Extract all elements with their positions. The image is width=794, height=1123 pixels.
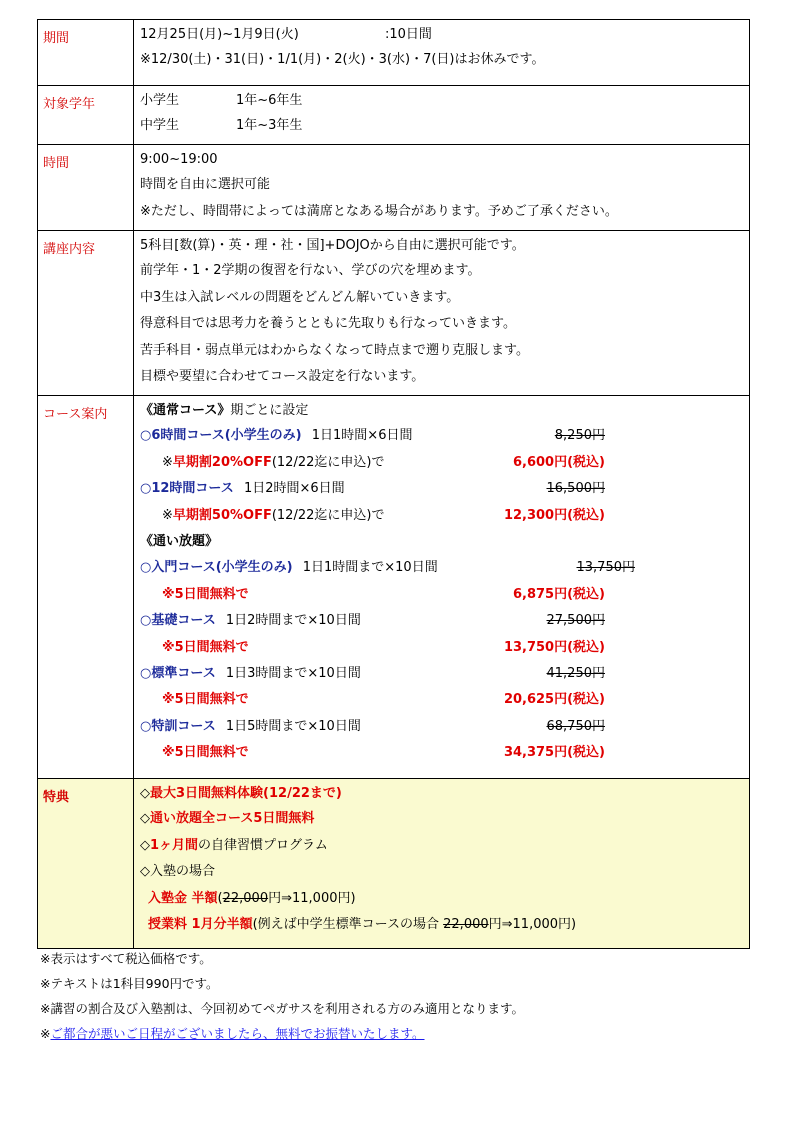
- course-12h-old-price: 16,500円: [546, 481, 605, 497]
- regular-sub: 期ごとに設定: [230, 403, 309, 419]
- course-12h-name: ○12時間コース: [140, 481, 234, 497]
- course-12h-price: 12,300円(税込): [503, 507, 605, 523]
- content-line: 中3生は入試レベルの問題をどんどん解いていきます。: [140, 289, 460, 305]
- note-text-fee: ※テキストは1科目990円です。: [40, 976, 219, 991]
- course-6h-name: ○6時間コース(小学生のみ): [140, 428, 302, 444]
- course-basic-price: 13,750円(税込): [503, 639, 605, 655]
- course-6h-old-price: 8,250円: [554, 428, 605, 444]
- row-perks: [38, 779, 750, 949]
- tuition-example: (例えば中学生標準コースの場合: [252, 916, 444, 932]
- paren: (: [217, 890, 223, 906]
- period-days: :10日間: [385, 27, 432, 42]
- early-discount-20: 早期割20%OFF: [172, 454, 272, 470]
- time-note: ※ただし、時間帯によっては満席となある場合があります。予めご了承ください。: [140, 203, 618, 219]
- early-deadline: (12/22迄に申込)で: [271, 454, 385, 470]
- course-special-name: ○特訓コース: [140, 718, 216, 734]
- content-line: 前学年・1・2学期の復習を行ない、学びの穴を埋めます。: [140, 263, 481, 279]
- perk-program: の自律習慣プログラム: [198, 837, 328, 853]
- perk-tuition: 授業料 1月分半額: [148, 916, 253, 932]
- course-12h-desc: 1日2時間×6日間: [243, 481, 345, 497]
- grade-junior: 中学生: [140, 118, 180, 133]
- course-6h-desc: 1日1時間×6日間: [311, 428, 413, 444]
- row-content: [38, 231, 750, 396]
- note-discount-scope: ※講習の割合及び入塾割は、今回初めてペガサスを利用される方のみ適用となります。: [40, 1001, 524, 1016]
- perk-enrollment: ◇入塾の場合: [140, 864, 215, 880]
- row-time: [38, 145, 750, 231]
- course-6h-price: 6,600円(税込): [512, 454, 605, 470]
- diamond-icon: ◇: [140, 786, 150, 802]
- perk-free-trial: 最大3日間無料体験(12/22まで): [150, 786, 342, 802]
- label-period: 期間: [38, 20, 134, 86]
- course-special-old-price: 68,750円: [546, 718, 605, 734]
- content-line: 5科目[数(算)・英・理・社・国]+DOJOから自由に選択可能です。: [140, 238, 525, 254]
- diamond-icon: ◇: [140, 837, 150, 853]
- period-dates: 12月25日(月)~1月9日(火): [140, 27, 299, 42]
- tuition-old: 22,000: [443, 916, 489, 932]
- course-special-price: 34,375円(税込): [503, 745, 605, 761]
- row-grade: [38, 86, 750, 145]
- period-holidays: ※12/30(土)・31(日)・1/1(月)・2(火)・3(水)・7(日)はお休みです。: [140, 52, 545, 67]
- course-special-note: ※5日間無料で: [162, 745, 249, 761]
- course-special-desc: 1日5時間まで×10日間: [225, 718, 361, 734]
- course-standard-price: 20,625円(税込): [503, 692, 605, 708]
- course-basic-desc: 1日2時間まで×10日間: [225, 613, 361, 629]
- time-hours: 9:00~19:00: [140, 152, 218, 168]
- early-deadline: (12/22迄に申込)で: [271, 507, 385, 523]
- diamond-icon: ◇: [140, 811, 150, 827]
- course-standard-old-price: 41,250円: [546, 665, 605, 681]
- note-mark: ※: [40, 1026, 51, 1041]
- course-basic-name: ○基礎コース: [140, 613, 216, 629]
- course-standard-desc: 1日3時間まで×10日間: [225, 665, 361, 681]
- early-discount-50: 早期割50%OFF: [172, 507, 272, 523]
- course-intro-name: ○入門コース(小学生のみ): [140, 560, 293, 576]
- course-intro-desc: 1日1時間まで×10日間: [302, 560, 438, 576]
- course-standard-note: ※5日間無料で: [162, 692, 249, 708]
- row-course: [38, 396, 750, 779]
- label-content: 講座内容: [38, 231, 134, 396]
- grade-elementary-range: 1年~6年生: [236, 93, 303, 108]
- footnotes: [40, 946, 524, 1046]
- course-intro-price: 6,875円(税込): [512, 586, 605, 602]
- note-mark: ※: [162, 507, 173, 523]
- perk-entry-fee: 入塾金 半額: [148, 890, 218, 906]
- perk-month: 1ヶ月間: [150, 837, 199, 853]
- label-grade: 対象学年: [38, 86, 134, 145]
- row-period: [38, 20, 750, 86]
- label-perks: 特典: [38, 779, 134, 949]
- course-intro-note: ※5日間無料で: [162, 586, 249, 602]
- regular-title: 《通常コース》: [140, 403, 231, 419]
- course-standard-name: ○標準コース: [140, 665, 216, 681]
- label-course: コース案内: [38, 396, 134, 779]
- course-intro-old-price: 13,750円: [576, 560, 635, 576]
- reschedule-link[interactable]: ご都合が悪いご日程がございましたら、無料でお振替いたします。: [50, 1026, 425, 1041]
- entry-fee-new: 円⇒11,000円): [268, 890, 356, 906]
- note-mark: ※: [162, 454, 173, 470]
- note-tax: ※表示はすべて税込価格です。: [40, 951, 212, 966]
- course-basic-note: ※5日間無料で: [162, 639, 249, 655]
- label-time: 時間: [38, 145, 134, 231]
- grade-elementary: 小学生: [140, 93, 180, 108]
- entry-fee-old: 22,000: [222, 890, 269, 906]
- time-free: 時間を自由に選択可能: [140, 177, 271, 193]
- grade-junior-range: 1年~3年生: [236, 118, 303, 133]
- course-basic-old-price: 27,500円: [546, 613, 605, 629]
- unlimited-title: 《通い放題》: [140, 533, 219, 549]
- content-line: 得意科目では思考力を養うとともに先取りも行なっていきます。: [140, 316, 516, 332]
- perk-unlimited-free: 通い放題全コース5日間無料: [150, 811, 315, 827]
- course-info-table: [37, 19, 750, 949]
- content-line: 苦手科目・弱点単元はわからなくなって時点まで遡り克服します。: [140, 342, 529, 358]
- tuition-new: 円⇒11,000円): [488, 916, 577, 932]
- content-line: 目標や要望に合わせてコース設定を行ないます。: [140, 368, 425, 384]
